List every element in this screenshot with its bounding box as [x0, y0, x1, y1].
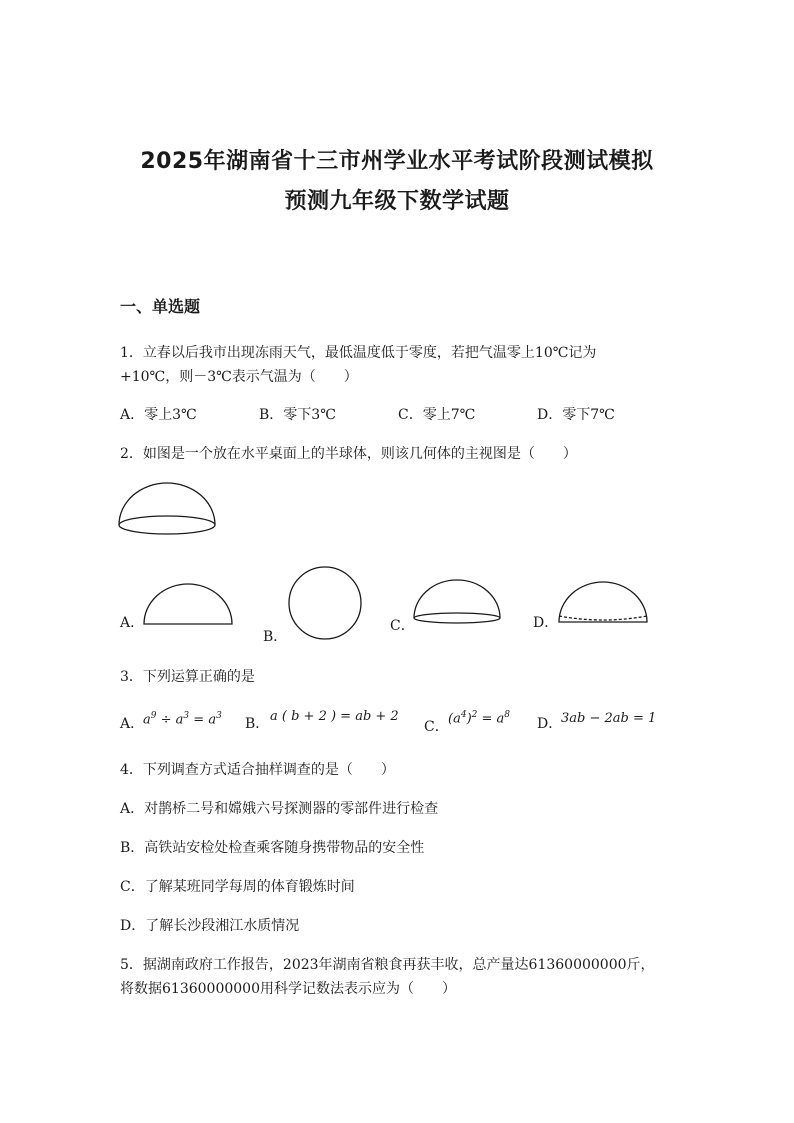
question-1-text-line-2: +10℃，则－3℃表示气温为（ ）	[120, 369, 358, 385]
question-4-option-d: D．了解长沙段湘江水质情况	[120, 918, 300, 934]
question-3-option-d-formula: 3ab − 2ab = 1	[561, 711, 657, 726]
question-4-option-a: A．对鹊桥二号和嫦娥六号探测器的零部件进行检查	[120, 801, 439, 817]
question-2-option-a-figure	[140, 580, 240, 630]
hemisphere-figure	[115, 483, 220, 543]
question-1-option-c: C．零上7℃	[398, 407, 476, 423]
page-title-line-2: 预测九年级下数学试题	[284, 189, 510, 214]
question-3-option-b-label: B．	[245, 716, 270, 732]
question-2-option-a-label: A．	[120, 615, 145, 631]
question-3-option-a-formula: $a^9 \div a^3 = a^3$	[143, 711, 222, 728]
question-4-text: 4．下列调查方式适合抽样调查的是（ ）	[120, 762, 395, 778]
question-2-option-c-label: C．	[390, 618, 415, 634]
question-5-text-line-2: 将数据61360000000用科学记数法表示应为（ ）	[120, 981, 456, 997]
question-1-option-b: B．零下3℃	[259, 407, 336, 423]
question-2-option-c-figure	[410, 578, 505, 633]
question-2-option-d-figure	[555, 578, 650, 628]
question-2-option-d-label: D．	[533, 615, 559, 631]
page-title-line-1: 2025年湖南省十三市州学业水平考试阶段测试模拟	[140, 149, 654, 174]
question-3-option-b-formula: a ( b + 2 ) = ab + 2	[270, 709, 399, 724]
question-5-text-line-1: 5．据湖南政府工作报告，2023年湖南省粮食再获丰收，总产量达61360000000斤，	[120, 957, 655, 973]
question-3-option-a-label: A．	[120, 716, 145, 732]
question-1-text-line-1: 1．立春以后我市出现冻雨天气，最低温度低于零度，若把气温零上10℃记为	[120, 345, 597, 361]
question-3-option-d-label: D．	[537, 716, 563, 732]
question-4-option-b: B．高铁站安检处检查乘客随身携带物品的安全性	[120, 840, 425, 856]
question-3-text: 3．下列运算正确的是	[120, 669, 255, 685]
question-1-option-d: D．零下7℃	[537, 407, 615, 423]
question-1-option-a: A．零上3℃	[120, 407, 197, 423]
question-3-option-c-formula: $(a^4)^2 = a^8$	[448, 710, 511, 727]
section-heading: 一、单选题	[120, 297, 201, 316]
question-2-option-b-label: B．	[263, 629, 288, 645]
question-4-option-c: C．了解某班同学每周的体育锻炼时间	[120, 879, 355, 895]
question-2-text: 2．如图是一个放在水平桌面上的半球体，则该几何体的主视图是（ ）	[120, 446, 577, 462]
question-2-option-b-figure	[286, 565, 366, 645]
question-3-option-c-label: C．	[424, 719, 449, 735]
